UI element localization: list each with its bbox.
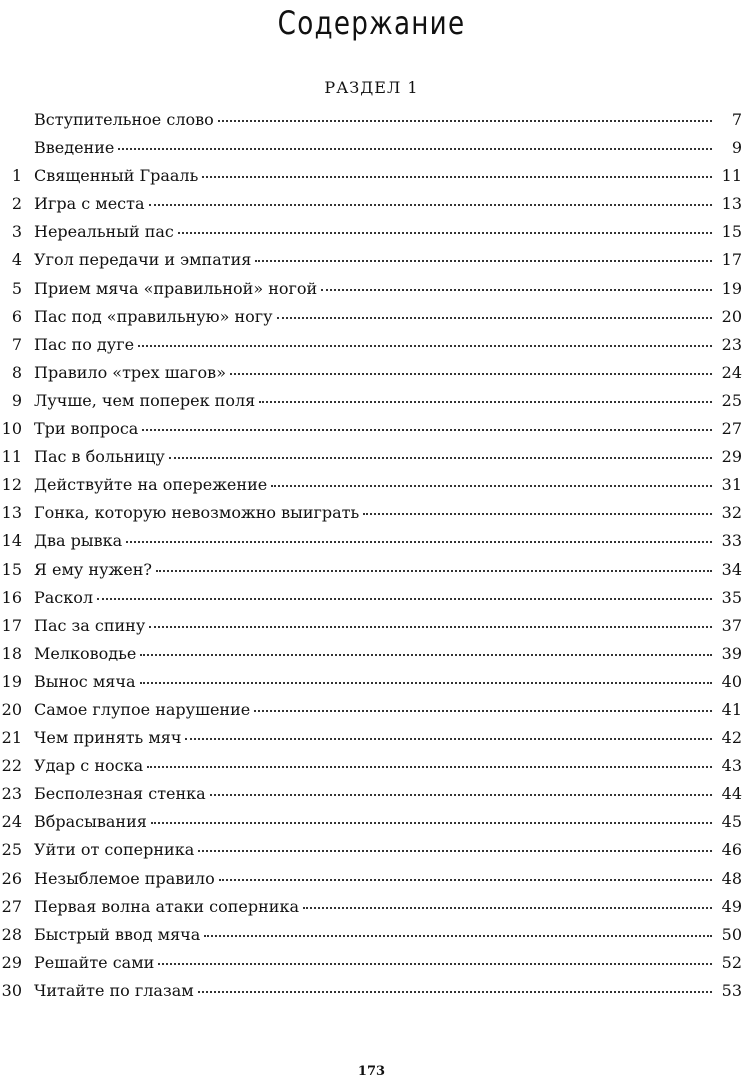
chapter-page-number: 43	[721, 756, 742, 776]
chapter-number: 17	[1, 615, 22, 635]
dot-leader	[218, 120, 712, 122]
toc-entry	[0, 672, 743, 700]
chapter-number: 24	[1, 812, 22, 832]
toc-entry	[0, 840, 743, 868]
chapter-number: 22	[1, 756, 22, 776]
chapter-number: 9	[11, 390, 22, 410]
chapter-number: 29	[1, 952, 22, 972]
chapter-title: Действуйте на опережение	[34, 475, 268, 495]
chapter-number: 30	[1, 980, 22, 1000]
chapter-number: 5	[11, 278, 22, 298]
dot-leader	[142, 429, 712, 431]
toc-entry	[0, 616, 743, 644]
dot-leader	[147, 766, 712, 768]
dot-leader	[185, 738, 712, 740]
chapter-title: Лучше, чем поперек поля	[34, 390, 256, 410]
chapter-page-number: 41	[721, 699, 742, 719]
chapter-title: Незыблемое правило	[34, 868, 215, 888]
toc-entry	[0, 335, 743, 363]
chapter-page-number: 35	[721, 587, 742, 607]
chapter-title: Вынос мяча	[34, 671, 136, 691]
chapter-number: 8	[11, 362, 22, 382]
chapter-title: Игра с места	[34, 194, 145, 214]
chapter-page-number: 44	[721, 784, 742, 804]
chapter-page-number: 53	[721, 980, 742, 1000]
chapter-page-number: 46	[721, 840, 742, 860]
chapter-page-number: 48	[721, 868, 742, 888]
dot-leader	[178, 232, 712, 234]
toc-entry	[0, 222, 743, 250]
chapter-page-number: 25	[721, 390, 742, 410]
chapter-number: 14	[1, 531, 22, 551]
chapter-page-number: 24	[721, 362, 742, 382]
toc-entry	[0, 784, 743, 812]
chapter-number: 16	[1, 587, 22, 607]
chapter-page-number: 20	[721, 306, 742, 326]
dot-leader	[277, 317, 712, 319]
toc-entry	[0, 138, 743, 166]
chapter-title: Первая волна атаки соперника	[34, 896, 299, 916]
chapter-number: 1	[11, 166, 22, 186]
chapter-number: 21	[1, 728, 22, 748]
dot-leader	[230, 373, 712, 375]
dot-leader	[219, 879, 712, 881]
chapter-number: 25	[1, 840, 22, 860]
page-number: 173	[357, 1064, 386, 1079]
chapter-title: Я ему нужен?	[34, 559, 152, 579]
chapter-page-number: 37	[721, 615, 742, 635]
chapter-title: Бесполезная стенка	[34, 784, 206, 804]
toc-entry	[0, 250, 743, 278]
chapter-page-number: 49	[721, 896, 742, 916]
dot-leader	[255, 260, 712, 262]
chapter-page-number: 40	[721, 671, 742, 691]
chapter-title: Раскол	[34, 587, 94, 607]
chapter-page-number: 29	[721, 447, 742, 467]
chapter-page-number: 34	[721, 559, 742, 579]
toc-entry	[0, 531, 743, 559]
dot-leader	[198, 991, 712, 993]
toc-entry	[0, 700, 743, 728]
chapter-number: 20	[1, 699, 22, 719]
chapter-number: 26	[1, 868, 22, 888]
chapter-page-number: 32	[721, 503, 742, 523]
toc-entry	[0, 953, 743, 981]
chapter-title: Священный Грааль	[34, 166, 199, 186]
dot-leader	[259, 401, 712, 403]
toc-entry	[0, 812, 743, 840]
chapter-number: 13	[1, 503, 22, 523]
chapter-number: 6	[11, 306, 22, 326]
chapter-number: 28	[1, 924, 22, 944]
toc-entry	[0, 307, 743, 335]
chapter-title: Два рывка	[34, 531, 123, 551]
chapter-page-number: 42	[721, 728, 742, 748]
toc-entry	[0, 166, 743, 194]
chapter-page-number: 50	[721, 924, 742, 944]
chapter-number: 18	[1, 643, 22, 663]
chapter-title: Уйти от соперника	[34, 840, 195, 860]
chapter-number: 4	[11, 250, 22, 270]
chapter-title: Пас за спину	[34, 615, 146, 635]
chapter-title: Пас под «правильную» ногу	[34, 306, 273, 326]
chapter-number: 27	[1, 896, 22, 916]
toc-entry	[0, 560, 743, 588]
dot-leader	[271, 485, 712, 487]
toc-entry	[0, 897, 743, 925]
chapter-number: 2	[11, 194, 22, 214]
chapter-title: Решайте сами	[34, 952, 155, 972]
dot-leader	[138, 345, 712, 347]
dot-leader	[363, 513, 712, 515]
chapter-page-number: 7	[731, 110, 742, 129]
chapter-title: Быстрый ввод мяча	[34, 924, 201, 944]
chapter-title: Введение	[34, 138, 115, 158]
chapter-page-number: 45	[721, 812, 742, 832]
toc-entry	[0, 391, 743, 419]
chapter-title: Пас в больницу	[34, 447, 165, 467]
dot-leader	[118, 148, 712, 150]
toc-entry	[0, 756, 743, 784]
chapter-page-number: 31	[721, 475, 742, 495]
chapter-page-number: 27	[721, 419, 742, 439]
chapter-title: Вступительное слово	[34, 110, 214, 129]
chapter-title: Правило «трех шагов»	[34, 362, 226, 382]
toc-entry	[0, 588, 743, 616]
page-title: Содержание	[277, 4, 466, 42]
toc-entry	[0, 194, 743, 222]
dot-leader	[126, 541, 712, 543]
chapter-title: Вбрасывания	[34, 812, 147, 832]
chapter-page-number: 33	[721, 531, 742, 551]
dot-leader	[303, 907, 712, 909]
chapter-page-number: 52	[721, 952, 742, 972]
dot-leader	[198, 850, 712, 852]
dot-leader	[97, 598, 712, 600]
chapter-number: 19	[1, 671, 22, 691]
dot-leader	[140, 654, 712, 656]
toc-entry	[0, 447, 743, 475]
table-of-contents	[0, 110, 743, 1009]
dot-leader	[140, 682, 713, 684]
dot-leader	[156, 570, 712, 572]
chapter-title: Нереальный пас	[34, 222, 174, 242]
dot-leader	[151, 822, 712, 824]
chapter-page-number: 39	[721, 643, 742, 663]
dot-leader	[321, 289, 712, 291]
chapter-number: 10	[1, 419, 22, 439]
toc-entry	[0, 644, 743, 672]
chapter-number: 7	[11, 334, 22, 354]
chapter-title: Мелководье	[34, 643, 137, 663]
chapter-title: Самое глупое нарушение	[34, 699, 251, 719]
chapter-title: Читайте по глазам	[34, 980, 194, 1000]
toc-entry	[0, 419, 743, 447]
chapter-page-number: 23	[721, 334, 742, 354]
toc-entry	[0, 925, 743, 953]
chapter-title: Прием мяча «правильной» ногой	[34, 278, 318, 298]
chapter-title: Гонка, которую невозможно выиграть	[34, 503, 360, 523]
dot-leader	[169, 457, 712, 459]
chapter-number: 11	[1, 447, 22, 467]
chapter-title: Три вопроса	[34, 419, 139, 439]
dot-leader	[149, 626, 712, 628]
chapter-title: Угол передачи и эмпатия	[34, 250, 252, 270]
dot-leader	[204, 935, 712, 937]
chapter-number: 23	[1, 784, 22, 804]
toc-entry	[0, 110, 743, 138]
toc-entry	[0, 869, 743, 897]
chapter-page-number: 17	[721, 250, 742, 270]
dot-leader	[149, 204, 712, 206]
chapter-title: Чем принять мяч	[34, 728, 182, 748]
chapter-page-number: 19	[721, 278, 742, 298]
toc-entry	[0, 503, 743, 531]
dot-leader	[202, 176, 712, 178]
section-heading: РАЗДЕЛ 1	[324, 78, 419, 97]
toc-entry	[0, 363, 743, 391]
dot-leader	[210, 794, 712, 796]
chapter-title: Пас по дуге	[34, 334, 135, 354]
dot-leader	[254, 710, 712, 712]
chapter-page-number: 11	[721, 166, 742, 186]
toc-entry	[0, 981, 743, 1009]
chapter-page-number: 9	[731, 138, 742, 158]
chapter-number: 15	[1, 559, 22, 579]
chapter-number: 12	[1, 475, 22, 495]
toc-entry	[0, 475, 743, 503]
toc-entry	[0, 279, 743, 307]
toc-entry	[0, 728, 743, 756]
chapter-title: Удар с носка	[34, 756, 144, 776]
dot-leader	[158, 963, 712, 965]
chapter-page-number: 13	[721, 194, 742, 214]
chapter-number: 3	[11, 222, 22, 242]
chapter-page-number: 15	[721, 222, 742, 242]
